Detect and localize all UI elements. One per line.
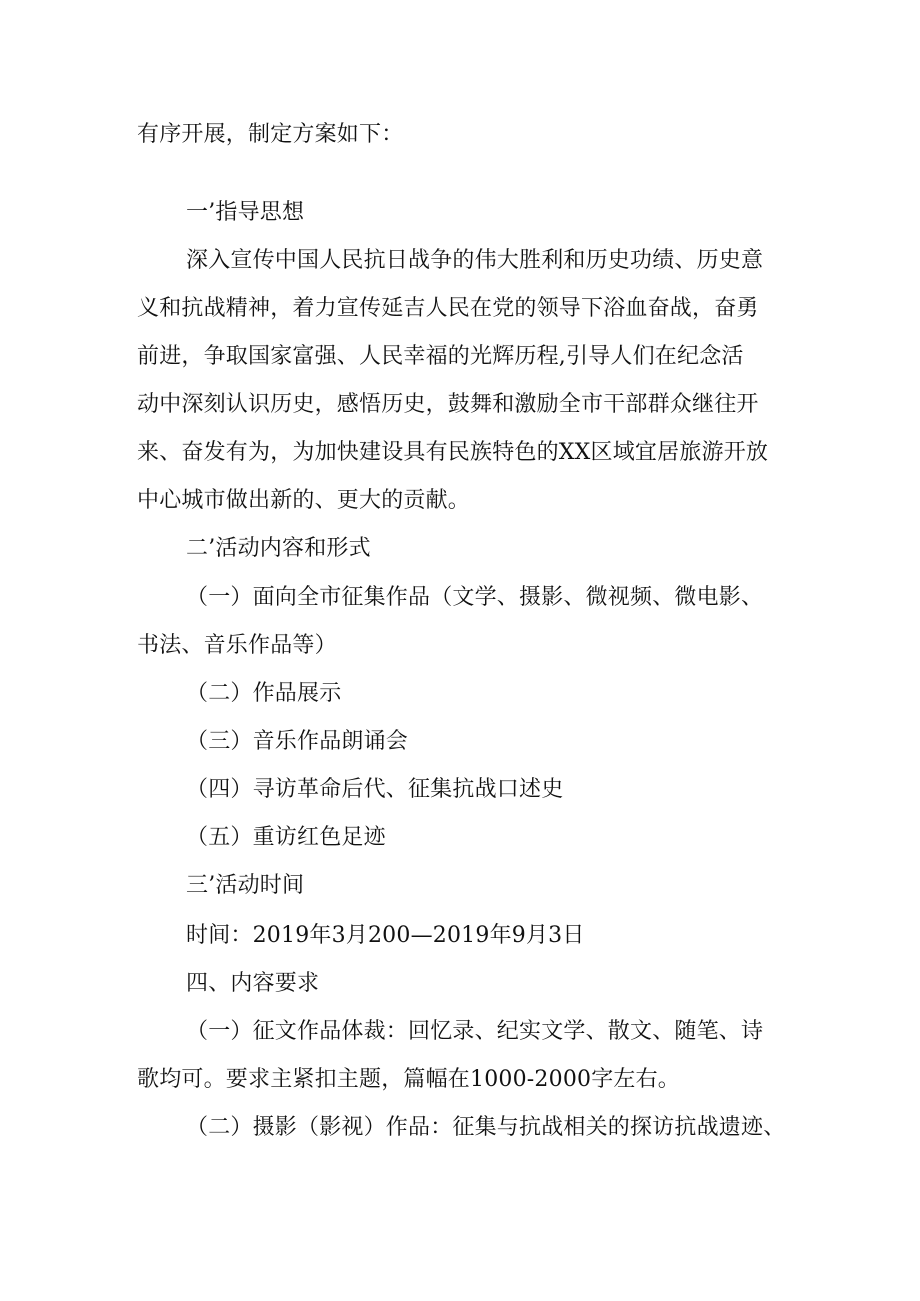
list-item: （二）摄影（影视）作品：征集与抗战相关的探访抗战遗迹、 — [186, 1115, 786, 1140]
text-line: 动中深刻认识历史，感悟历史，鼓舞和激励全市干部群众继往开 — [137, 392, 759, 417]
text-line: 前进，争取国家富强、人民幸福的光辉历程,引导人们在纪念活 — [137, 344, 744, 369]
text-line: 有序开展，制定方案如下： — [137, 122, 404, 147]
list-item: （二）作品展示 — [186, 681, 342, 706]
section-heading: 三’活动时间 — [186, 873, 305, 898]
list-item: （三）音乐作品朗诵会 — [186, 729, 409, 754]
list-item: （五）重访红色足迹 — [186, 825, 386, 850]
text-line: 深入宣传中国人民抗日战争的伟大胜利和历史功绩、历史意 — [186, 248, 764, 273]
text-line: 来、奋发有为，为加快建设具有民族特色的XX区域宜居旅游开放 — [137, 440, 769, 465]
list-item: （一）征文作品体裁：回忆录、纪实文学、散文、随笔、诗 — [186, 1019, 764, 1044]
text-line: 中心城市做出新的、更大的贡献。 — [137, 488, 471, 513]
section-heading: 二’活动内容和形式 — [186, 536, 371, 561]
text-line: 时间：2019年3月200—2019年9月3日 — [186, 923, 585, 948]
section-heading: 一’指导思想 — [186, 200, 305, 225]
list-item: （一）面向全市征集作品（文学、摄影、微视频、微电影、 — [186, 585, 764, 610]
text-line: 书法、音乐作品等） — [137, 633, 337, 658]
text-line: 歌均可。要求主紧扣主题，篇幅在1000-2000字左右。 — [137, 1067, 681, 1092]
section-heading: 四、内容要求 — [186, 971, 320, 996]
text-line: 义和抗战精神，着力宣传延吉人民在党的领导下浴血奋战，奋勇 — [137, 296, 759, 321]
list-item: （四）寻访革命后代、征集抗战口述史 — [186, 777, 564, 802]
